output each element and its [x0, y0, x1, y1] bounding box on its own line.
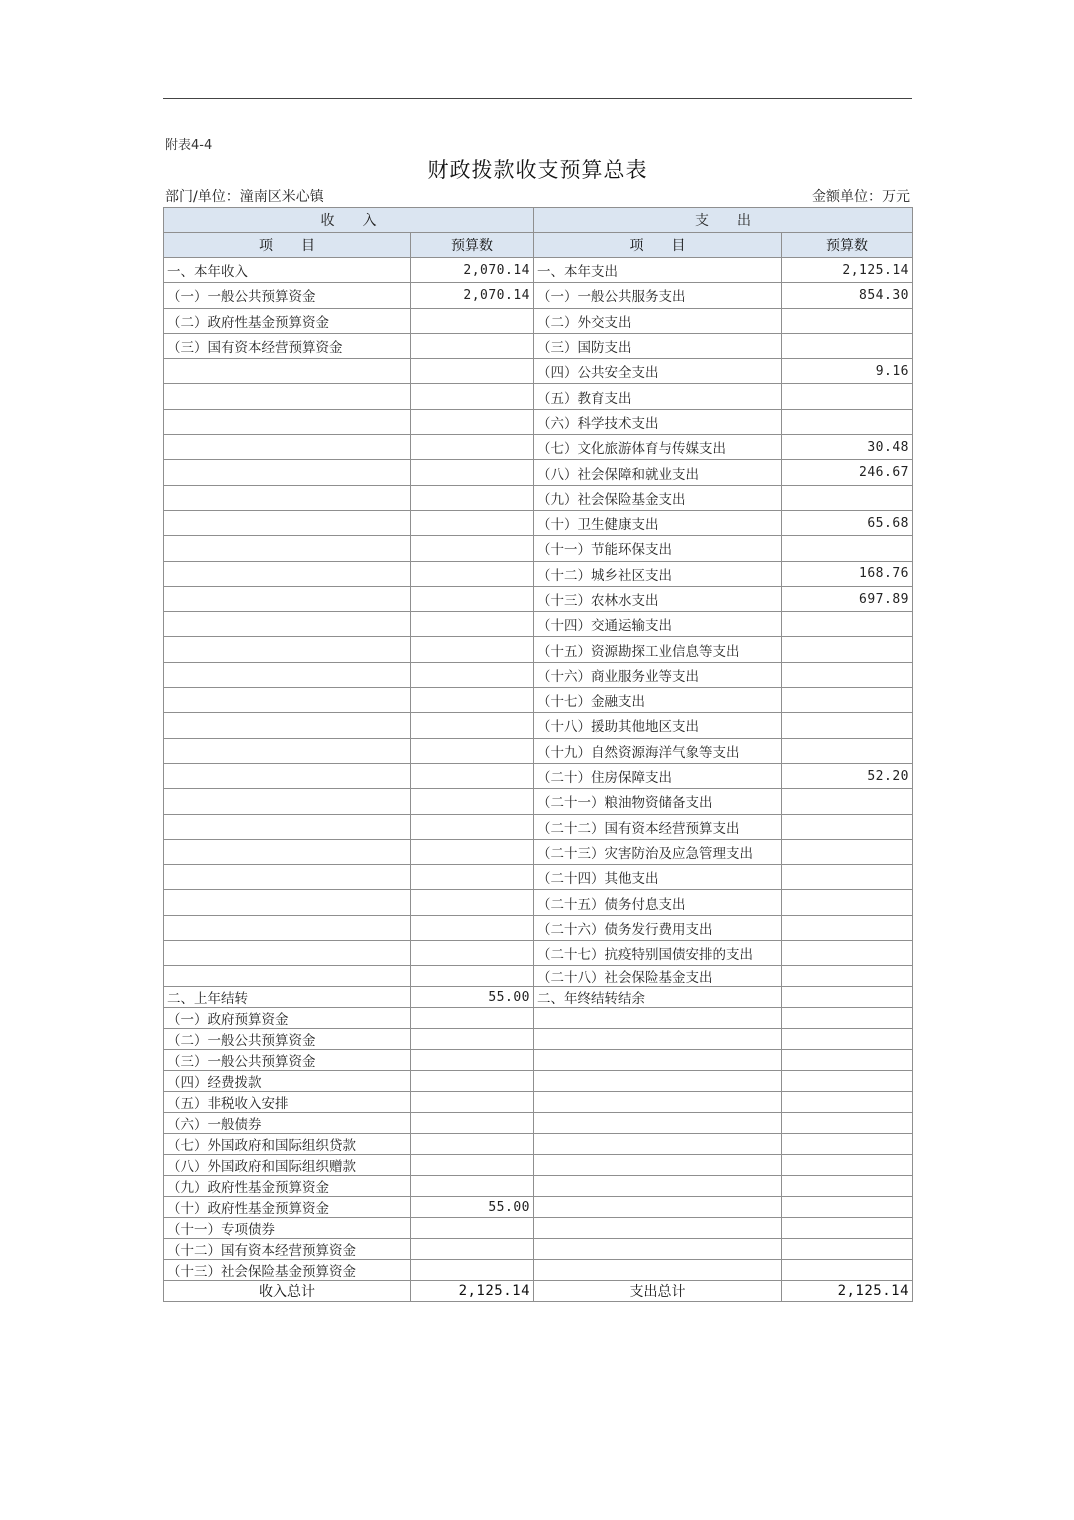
expense-item-cell — [534, 1092, 782, 1113]
income-item-cell: （一）一般公共预算资金 — [164, 283, 411, 308]
expense-section-header: 支 出 — [534, 208, 913, 233]
department-label: 部门/单位：潼南区米心镇 — [165, 189, 324, 205]
expense-item-cell: （十一）节能环保支出 — [534, 536, 782, 561]
income-item-cell: （七）外国政府和国际组织贷款 — [164, 1134, 411, 1155]
expense-item-cell — [534, 1071, 782, 1092]
income-item-cell — [164, 814, 411, 839]
income-value-cell — [411, 789, 534, 814]
expense-item-cell: （十四）交通运输支出 — [534, 612, 782, 637]
expense-value-cell — [782, 485, 913, 510]
income-item-cell — [164, 662, 411, 687]
expense-item-cell — [534, 1113, 782, 1134]
expense-value-cell: 65.68 — [782, 510, 913, 535]
income-item-cell — [164, 460, 411, 485]
income-item-cell — [164, 510, 411, 535]
income-value-cell — [411, 662, 534, 687]
income-item-cell — [164, 738, 411, 763]
expense-value-cell — [782, 890, 913, 915]
expense-item-cell: （五）教育支出 — [534, 384, 782, 409]
expense-item-cell: （二十六）债务发行费用支出 — [534, 915, 782, 940]
expense-item-cell: （二十三）灾害防治及应急管理支出 — [534, 839, 782, 864]
expense-value-cell — [782, 987, 913, 1008]
income-item-cell — [164, 688, 411, 713]
income-item-cell: （一）政府预算资金 — [164, 1008, 411, 1029]
table-row — [164, 789, 913, 814]
expense-item-cell: （八）社会保障和就业支出 — [534, 460, 782, 485]
expense-value-cell — [782, 839, 913, 864]
table-row — [164, 662, 913, 687]
income-item-cell — [164, 536, 411, 561]
table-row — [164, 865, 913, 890]
table-row — [164, 612, 913, 637]
figure-label: 附表4-4 — [165, 138, 213, 153]
expense-item-cell — [534, 1050, 782, 1071]
income-item-cell — [164, 763, 411, 788]
income-value-cell — [411, 435, 534, 460]
expense-item-header: 项 目 — [534, 233, 782, 258]
section-header-row — [164, 208, 913, 233]
table-row — [164, 1113, 913, 1134]
expense-item-cell: （十）卫生健康支出 — [534, 510, 782, 535]
expense-value-cell — [782, 1260, 913, 1281]
income-item-cell: （三）国有资本经营预算资金 — [164, 333, 411, 358]
income-item-cell: （十一）专项债券 — [164, 1218, 411, 1239]
expense-value-cell — [782, 941, 913, 966]
income-section-header: 收 入 — [164, 208, 534, 233]
income-value-cell — [411, 637, 534, 662]
expense-value-cell — [782, 789, 913, 814]
currency-unit-label: 金额单位：万元 — [812, 189, 910, 205]
expense-value-cell — [782, 966, 913, 987]
expense-item-cell: （二十四）其他支出 — [534, 865, 782, 890]
income-value-cell — [411, 359, 534, 384]
table-row — [164, 1155, 913, 1176]
table-row — [164, 1197, 913, 1218]
income-value-cell: 55.00 — [411, 987, 534, 1008]
income-item-cell — [164, 966, 411, 987]
table-row — [164, 435, 913, 460]
income-total-label: 收入总计 — [164, 1281, 411, 1302]
income-item-cell — [164, 359, 411, 384]
expense-value-cell — [782, 1008, 913, 1029]
income-value-cell — [411, 561, 534, 586]
expense-value-cell — [782, 814, 913, 839]
budget-summary-table — [163, 207, 913, 1302]
table-row — [164, 941, 913, 966]
income-item-cell: （五）非税收入安排 — [164, 1092, 411, 1113]
expense-item-cell — [534, 1029, 782, 1050]
income-item-cell — [164, 561, 411, 586]
table-row — [164, 536, 913, 561]
income-value-cell — [411, 713, 534, 738]
income-value-cell — [411, 612, 534, 637]
table-row — [164, 1092, 913, 1113]
expense-value-cell — [782, 536, 913, 561]
expense-item-cell — [534, 1239, 782, 1260]
income-item-cell: （六）一般债券 — [164, 1113, 411, 1134]
income-total-value: 2,125.14 — [411, 1281, 534, 1302]
expense-item-cell: （十六）商业服务业等支出 — [534, 662, 782, 687]
expense-value-cell — [782, 308, 913, 333]
expense-item-cell: （二）外交支出 — [534, 308, 782, 333]
expense-value-cell — [782, 612, 913, 637]
expense-value-cell — [782, 662, 913, 687]
table-row — [164, 283, 913, 308]
income-value-cell — [411, 308, 534, 333]
expense-item-cell: （二十二）国有资本经营预算支出 — [534, 814, 782, 839]
expense-value-cell: 2,125.14 — [782, 258, 913, 283]
table-row — [164, 1260, 913, 1281]
expense-item-cell — [534, 1197, 782, 1218]
income-item-cell — [164, 789, 411, 814]
expense-value-cell — [782, 738, 913, 763]
income-budget-header: 预算数 — [411, 233, 534, 258]
expense-item-cell — [534, 1218, 782, 1239]
income-value-cell — [411, 763, 534, 788]
income-item-cell — [164, 384, 411, 409]
table-row — [164, 333, 913, 358]
table-row — [164, 915, 913, 940]
expense-value-cell — [782, 1218, 913, 1239]
expense-item-cell: （二十一）粮油物资储备支出 — [534, 789, 782, 814]
expense-item-cell: （十五）资源勘探工业信息等支出 — [534, 637, 782, 662]
table-row — [164, 359, 913, 384]
income-item-cell — [164, 586, 411, 611]
income-item-cell — [164, 839, 411, 864]
expense-value-cell: 697.89 — [782, 586, 913, 611]
table-row — [164, 814, 913, 839]
expense-value-cell — [782, 688, 913, 713]
expense-item-cell — [534, 1008, 782, 1029]
income-value-cell: 2,070.14 — [411, 258, 534, 283]
expense-value-cell: 52.20 — [782, 763, 913, 788]
income-item-cell — [164, 713, 411, 738]
table-row — [164, 637, 913, 662]
income-value-cell — [411, 1155, 534, 1176]
expense-value-cell — [782, 333, 913, 358]
income-item-cell — [164, 435, 411, 460]
expense-value-cell — [782, 1071, 913, 1092]
expense-item-cell: （二十）住房保障支出 — [534, 763, 782, 788]
expense-value-cell: 168.76 — [782, 561, 913, 586]
income-item-cell: （十二）国有资本经营预算资金 — [164, 1239, 411, 1260]
income-value-cell — [411, 1176, 534, 1197]
expense-value-cell: 246.67 — [782, 460, 913, 485]
income-item-cell: 二、上年结转 — [164, 987, 411, 1008]
table-row — [164, 987, 913, 1008]
expense-value-cell: 854.30 — [782, 283, 913, 308]
income-value-cell — [411, 890, 534, 915]
income-item-cell — [164, 637, 411, 662]
income-value-cell — [411, 1008, 534, 1029]
income-value-cell — [411, 485, 534, 510]
income-value-cell — [411, 688, 534, 713]
expense-value-cell — [782, 1239, 913, 1260]
income-item-header: 项 目 — [164, 233, 411, 258]
expense-item-cell: （一）一般公共服务支出 — [534, 283, 782, 308]
expense-value-cell: 9.16 — [782, 359, 913, 384]
table-row — [164, 890, 913, 915]
expense-item-cell: 二、年终结转结余 — [534, 987, 782, 1008]
income-value-cell — [411, 460, 534, 485]
expense-item-cell: （四）公共安全支出 — [534, 359, 782, 384]
table-row — [164, 966, 913, 987]
income-item-cell: （二）政府性基金预算资金 — [164, 308, 411, 333]
expense-item-cell: （十二）城乡社区支出 — [534, 561, 782, 586]
table-row — [164, 510, 913, 535]
expense-value-cell — [782, 384, 913, 409]
table-row — [164, 586, 913, 611]
top-rule — [163, 98, 912, 99]
expense-value-cell — [782, 915, 913, 940]
income-value-cell — [411, 384, 534, 409]
income-item-cell: （三）一般公共预算资金 — [164, 1050, 411, 1071]
expense-item-cell: （二十八）社会保险基金支出 — [534, 966, 782, 987]
table-row — [164, 1134, 913, 1155]
income-item-cell: （十）政府性基金预算资金 — [164, 1197, 411, 1218]
expense-item-cell: （三）国防支出 — [534, 333, 782, 358]
expense-item-cell: （十七）金融支出 — [534, 688, 782, 713]
table-row — [164, 384, 913, 409]
table-row — [164, 1071, 913, 1092]
expense-item-cell: （十九）自然资源海洋气象等支出 — [534, 738, 782, 763]
expense-item-cell: 一、本年支出 — [534, 258, 782, 283]
expense-value-cell — [782, 409, 913, 434]
income-value-cell — [411, 1092, 534, 1113]
income-value-cell: 55.00 — [411, 1197, 534, 1218]
income-item-cell — [164, 915, 411, 940]
income-value-cell — [411, 839, 534, 864]
expense-value-cell — [782, 865, 913, 890]
expense-value-cell — [782, 1176, 913, 1197]
income-value-cell — [411, 1260, 534, 1281]
income-item-cell — [164, 865, 411, 890]
expense-value-cell — [782, 713, 913, 738]
expense-total-value: 2,125.14 — [782, 1281, 913, 1302]
income-value-cell — [411, 738, 534, 763]
income-value-cell — [411, 941, 534, 966]
income-value-cell — [411, 333, 534, 358]
income-value-cell — [411, 510, 534, 535]
table-row — [164, 561, 913, 586]
table-row — [164, 1029, 913, 1050]
income-value-cell — [411, 536, 534, 561]
expense-value-cell — [782, 1134, 913, 1155]
income-value-cell — [411, 814, 534, 839]
expense-value-cell — [782, 1197, 913, 1218]
income-value-cell — [411, 1113, 534, 1134]
expense-item-cell — [534, 1260, 782, 1281]
income-value-cell — [411, 586, 534, 611]
income-item-cell: （八）外国政府和国际组织赠款 — [164, 1155, 411, 1176]
table-row — [164, 713, 913, 738]
table-row — [164, 485, 913, 510]
income-item-cell: （九）政府性基金预算资金 — [164, 1176, 411, 1197]
expense-value-cell — [782, 1050, 913, 1071]
table-row — [164, 763, 913, 788]
expense-value-cell — [782, 637, 913, 662]
table-row — [164, 409, 913, 434]
table-row — [164, 1008, 913, 1029]
expense-value-cell: 30.48 — [782, 435, 913, 460]
expense-item-cell: （七）文化旅游体育与传媒支出 — [534, 435, 782, 460]
expense-item-cell — [534, 1155, 782, 1176]
income-value-cell — [411, 865, 534, 890]
income-item-cell — [164, 409, 411, 434]
income-item-cell: （十三）社会保险基金预算资金 — [164, 1260, 411, 1281]
income-value-cell — [411, 1239, 534, 1260]
income-value-cell — [411, 1050, 534, 1071]
income-value-cell — [411, 1071, 534, 1092]
expense-item-cell — [534, 1134, 782, 1155]
income-item-cell — [164, 890, 411, 915]
expense-value-cell — [782, 1092, 913, 1113]
table-row — [164, 308, 913, 333]
income-value-cell: 2,070.14 — [411, 283, 534, 308]
totals-row — [164, 1281, 913, 1302]
income-value-cell — [411, 1029, 534, 1050]
table-row — [164, 1239, 913, 1260]
table-row — [164, 1050, 913, 1071]
income-item-cell — [164, 941, 411, 966]
expense-budget-header: 预算数 — [782, 233, 913, 258]
expense-item-cell: （二十七）抗疫特别国债安排的支出 — [534, 941, 782, 966]
expense-total-label: 支出总计 — [534, 1281, 782, 1302]
income-value-cell — [411, 1134, 534, 1155]
table-row — [164, 1218, 913, 1239]
table-row — [164, 258, 913, 283]
income-value-cell — [411, 915, 534, 940]
expense-item-cell: （十三）农林水支出 — [534, 586, 782, 611]
expense-item-cell: （六）科学技术支出 — [534, 409, 782, 434]
income-value-cell — [411, 1218, 534, 1239]
expense-value-cell — [782, 1155, 913, 1176]
income-value-cell — [411, 409, 534, 434]
table-row — [164, 1176, 913, 1197]
table-row — [164, 738, 913, 763]
table-row — [164, 839, 913, 864]
expense-item-cell: （二十五）债务付息支出 — [534, 890, 782, 915]
table-row — [164, 688, 913, 713]
income-item-cell — [164, 485, 411, 510]
income-item-cell: （四）经费拨款 — [164, 1071, 411, 1092]
expense-item-cell: （十八）援助其他地区支出 — [534, 713, 782, 738]
expense-item-cell: （九）社会保险基金支出 — [534, 485, 782, 510]
income-value-cell — [411, 966, 534, 987]
expense-value-cell — [782, 1029, 913, 1050]
expense-item-cell — [534, 1176, 782, 1197]
income-item-cell: （二）一般公共预算资金 — [164, 1029, 411, 1050]
income-item-cell — [164, 612, 411, 637]
expense-value-cell — [782, 1113, 913, 1134]
table-row — [164, 460, 913, 485]
income-item-cell: 一、本年收入 — [164, 258, 411, 283]
page-title: 财政拨款收支预算总表 — [427, 158, 648, 182]
column-header-row — [164, 233, 913, 258]
